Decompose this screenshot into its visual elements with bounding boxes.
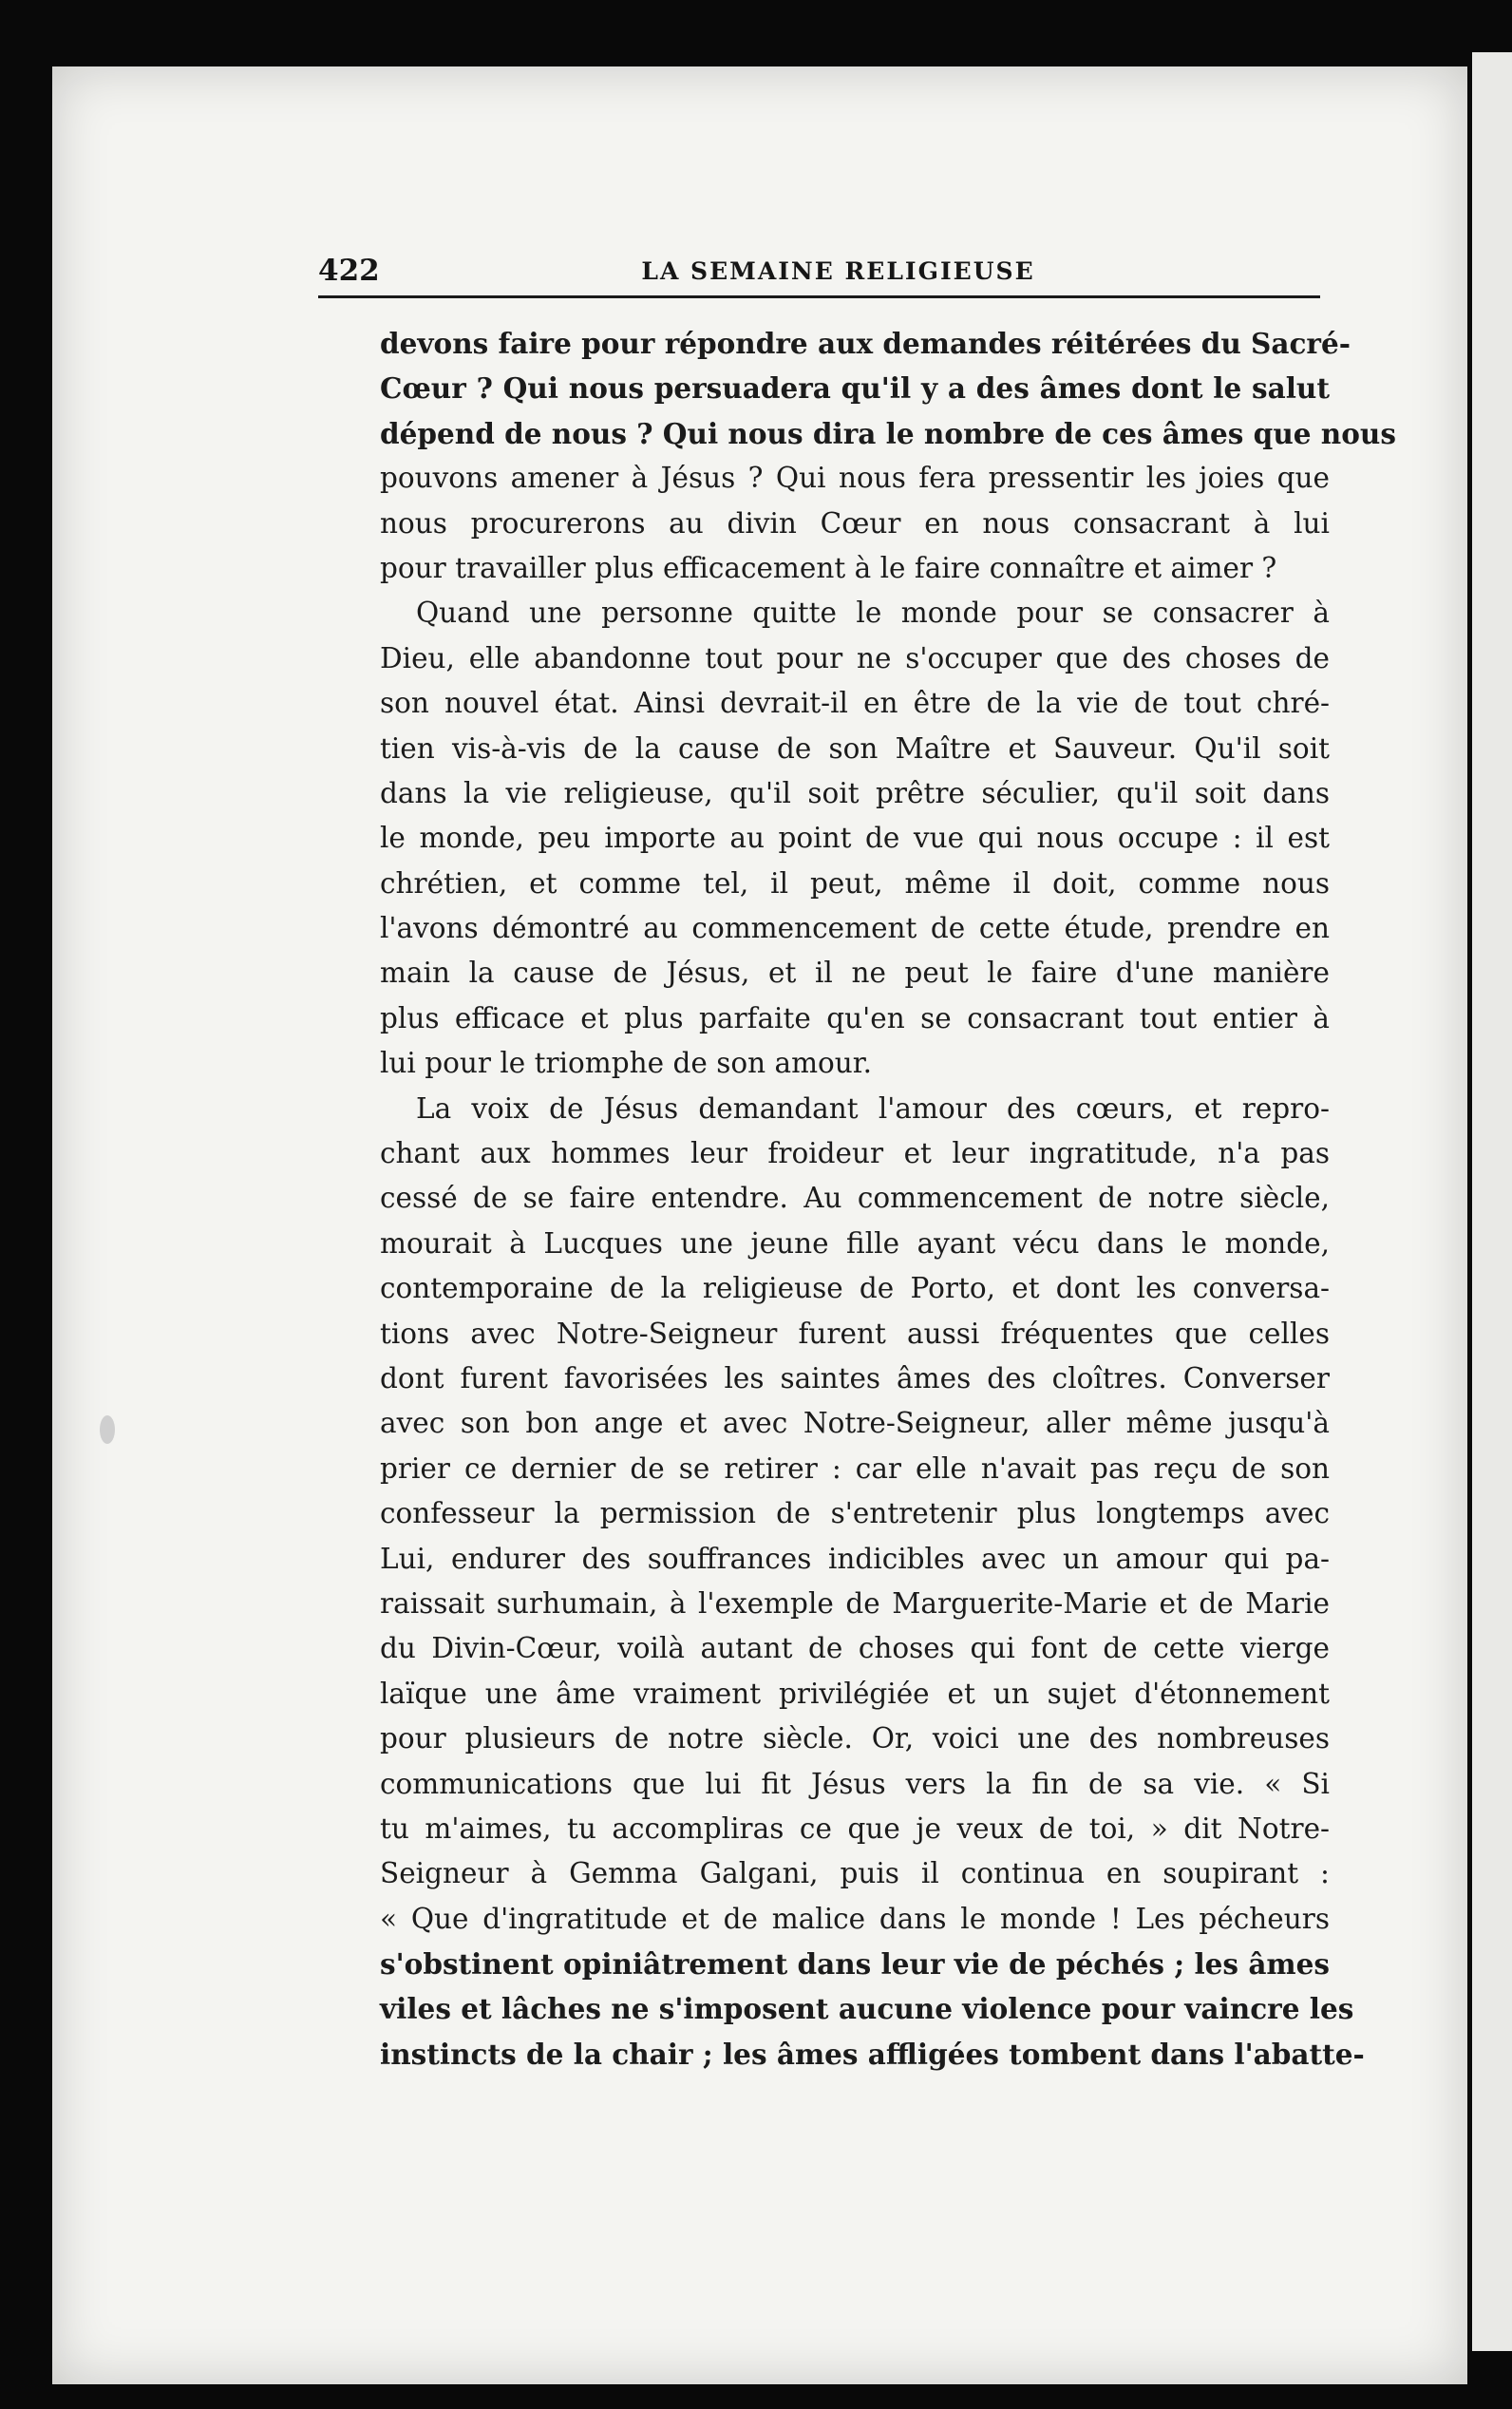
paragraph-3 (380, 1087, 1365, 2077)
text-line: tions avec Notre-Seigneur furent aussi fréquentes que celles (380, 1317, 1330, 1350)
text-line: du Divin-Cœur, voilà autant de choses qui font de cette vierge (380, 1632, 1330, 1665)
text-line: chrétien, et comme tel, il peut, même il doit, comme nous (380, 866, 1330, 900)
running-head: LA SEMAINE RELIGIEUSE (641, 257, 1035, 285)
text-line: confesseur la permission de s'entretenir plus longtemps avec (380, 1497, 1330, 1530)
text-line: l'avons démontré au commencement de cette étude, prendre en (380, 912, 1330, 945)
text-line: s'obstinent opiniâtrement dans leur vie de péchés ; les âmes (380, 1947, 1331, 1982)
text-line: son nouvel état. Ainsi devrait-il en être de la vie de tout chré- (380, 687, 1330, 720)
film-speck (100, 1415, 115, 1444)
text-line: « Que d'ingratitude et de malice dans le monde ! Les pécheurs (380, 1902, 1330, 1935)
text-line: main la cause de Jésus, et il ne peut le faire d'une manière (380, 957, 1330, 990)
text-line: instincts de la chair ; les âmes affligées tombent dans l'abatte- (380, 2037, 1365, 2071)
text-line: pour travailler plus efficacement à le faire connaître et aimer ? (380, 551, 1277, 584)
text-line: dont furent favorisées les saintes âmes des cloîtres. Converser (380, 1361, 1330, 1394)
paragraph-2 (380, 591, 1330, 1086)
text-line: le monde, peu importe au point de vue qui nous occupe : il est (380, 822, 1330, 855)
text-line: nous procurerons au divin Cœur en nous consacrant à lui (380, 506, 1330, 540)
text-line: cessé de se faire entendre. Au commencement de notre siècle, (380, 1182, 1330, 1215)
text-line: lui pour le triomphe de son amour. (380, 1047, 873, 1080)
text-line: Cœur ? Qui nous persuadera qu'il y a des âmes dont le salut (380, 371, 1330, 406)
text-line: viles et lâches ne s'imposent aucune violence pour vaincre les (380, 1992, 1354, 2026)
text-line: contemporaine de la religieuse de Porto, et dont les conversa- (380, 1272, 1330, 1305)
text-line: avec son bon ange et avec Notre-Seigneur, aller même jusqu'à (380, 1407, 1330, 1440)
body-text (380, 321, 1396, 2077)
text-line: raissait surhumain, à l'exemple de Marguerite-Marie et de Marie (380, 1586, 1330, 1620)
text-line: laïque une âme vraiment privilégiée et un sujet d'étonnement (380, 1677, 1330, 1710)
adjacent-page-edge (1472, 52, 1512, 2351)
text-line: Quand une personne quitte le monde pour se consacrer à (416, 597, 1330, 630)
text-line: dépend de nous ? Qui nous dira le nombre de ces âmes que nous (380, 416, 1396, 450)
text-line: Seigneur à Gemma Galgani, puis il continua en soupirant : (380, 1857, 1330, 1890)
paragraph-1 (380, 321, 1396, 591)
text-line: tu m'aimes, tu accompliras ce que je veux de toi, » dit Notre- (380, 1811, 1330, 1845)
text-line: dans la vie religieuse, qu'il soit prêtre séculier, qu'il soit dans (380, 776, 1330, 809)
text-line: prier ce dernier de se retirer : car elle n'avait pas reçu de son (380, 1451, 1330, 1485)
text-line: tien vis-à-vis de la cause de son Maître et Sauveur. Qu'il soit (380, 731, 1330, 765)
text-line: La voix de Jésus demandant l'amour des cœurs, et repro- (416, 1091, 1330, 1125)
text-line: Dieu, elle abandonne tout pour ne s'occuper que des choses de (380, 641, 1330, 674)
text-line: pouvons amener à Jésus ? Qui nous fera pressentir les joies que (380, 462, 1330, 495)
page-number: 422 (318, 254, 380, 288)
text-line: mourait à Lucques une jeune fille ayant vécu dans le monde, (380, 1226, 1330, 1260)
text-line: devons faire pour répondre aux demandes réitérées du Sacré- (380, 327, 1351, 360)
text-line: chant aux hommes leur froideur et leur ingratitude, n'a pas (380, 1137, 1330, 1170)
text-line: Lui, endurer des souffrances indicibles avec un amour qui pa- (380, 1542, 1330, 1575)
text-line: plus efficace et plus parfaite qu'en se consacrant tout entier à (380, 1001, 1330, 1034)
text-line: pour plusieurs de notre siècle. Or, voici une des nombreuses (380, 1722, 1330, 1755)
text-line: communications que lui fit Jésus vers la fin de sa vie. « Si (380, 1767, 1330, 1800)
page-header (318, 252, 1320, 298)
